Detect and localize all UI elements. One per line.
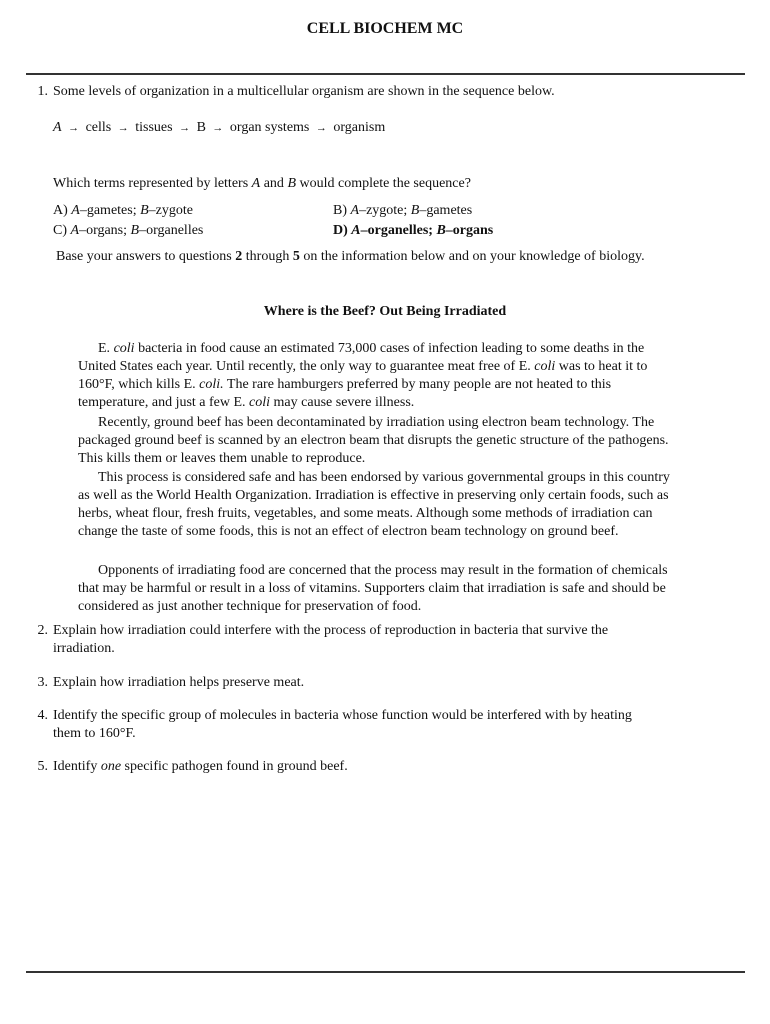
seq-organ-systems: organ systems bbox=[229, 120, 310, 135]
q5-text-end: specific pathogen found in ground beef. bbox=[124, 759, 348, 774]
intro-text: on the information below and on your knowledge of biology. bbox=[303, 249, 645, 264]
choice-label: D) bbox=[333, 223, 348, 238]
passage-title: Where is the Beef? Out Being Irradiated bbox=[263, 304, 507, 319]
seq-b: B bbox=[196, 120, 206, 135]
q4-number: 4. bbox=[37, 708, 48, 723]
arrow-icon: → bbox=[212, 122, 224, 134]
intro-number: 5 bbox=[292, 249, 300, 264]
choice-text: –zygote; bbox=[359, 203, 408, 218]
choice-text: –gametes; bbox=[79, 203, 137, 218]
choice-c[interactable] bbox=[53, 222, 203, 240]
choice-text: –organs; bbox=[79, 223, 128, 238]
q2-number: 2. bbox=[37, 623, 48, 638]
passage-paragraph-2: Recently, ground beef has been decontaminated by irradiation using electron beam technology. The packaged ground beef is scanned by an electron beam that disrupts the genetic structure of the pathogens. This kills them or leaves them unable to reproduce. bbox=[78, 415, 669, 466]
q1-text: Some levels of organization in a multicellular organism are shown in the sequence below. bbox=[53, 84, 555, 99]
q5-text bbox=[53, 758, 693, 776]
p1-text: The rare hamburgers preferred by many people are not heated to this temperature, and just a few E. bbox=[78, 377, 612, 410]
choice-a[interactable] bbox=[53, 202, 193, 220]
top-divider bbox=[26, 73, 745, 75]
q1-question-end: would complete the sequence? bbox=[299, 176, 471, 191]
p1-italic: coli. bbox=[199, 377, 224, 392]
page-title: CELL BIOCHEM MC bbox=[306, 20, 464, 37]
q1-sequence bbox=[53, 119, 385, 137]
q1-question-a: A bbox=[251, 176, 261, 191]
intro-number: 2 bbox=[235, 249, 243, 264]
passage-paragraph-1 bbox=[78, 340, 678, 412]
passage-intro bbox=[56, 248, 656, 266]
choice-letter: B bbox=[140, 203, 149, 218]
q3-text: Explain how irradiation helps preserve meat. bbox=[53, 675, 305, 690]
q1-question-and: and bbox=[263, 176, 284, 191]
q5-text-start: Identify bbox=[53, 759, 98, 774]
passage-paragraph-3: This process is considered safe and has been endorsed by various governmental groups in this country as well as the World Health Organization. Irradiation is effective in preserving only certain foods, such as herbs, wheat flour, fresh fruits, vegetables, and some meats. Although some methods of irradiation can change the taste of some foods, this is not an effect of electron beam technology on ground beef. bbox=[78, 470, 670, 539]
arrow-icon: → bbox=[68, 122, 80, 134]
seq-cells: cells bbox=[85, 120, 112, 135]
choice-letter: A bbox=[351, 223, 361, 238]
choice-letter: A bbox=[70, 223, 80, 238]
q5-italic: one bbox=[100, 759, 122, 774]
arrow-icon: → bbox=[179, 122, 191, 134]
choice-text: –organelles; bbox=[360, 223, 433, 238]
seq-tissues: tissues bbox=[135, 120, 173, 135]
choice-b[interactable] bbox=[333, 202, 472, 220]
choice-text: –zygote bbox=[148, 203, 193, 218]
p1-italic: coli bbox=[113, 341, 135, 356]
q2-text: Explain how irradiation could interfere with the process of reproduction in bacteria that survive the irradiation. bbox=[53, 623, 609, 656]
bottom-divider bbox=[26, 971, 745, 973]
q1-question bbox=[53, 175, 471, 193]
choice-letter: B bbox=[410, 203, 420, 218]
choice-label: B) bbox=[333, 203, 347, 218]
seq-organism: organism bbox=[333, 120, 386, 135]
q1-question-start: Which terms represented by letters bbox=[53, 176, 249, 191]
choice-label: C) bbox=[53, 223, 67, 238]
arrow-icon: → bbox=[315, 122, 327, 134]
choice-text: –organelles bbox=[139, 223, 204, 238]
p1-text: bacteria in food cause an estimated 73,000 cases of infection leading to some deaths in the United States each year. Until recently, the only way to guarantee meat free of E. bbox=[78, 341, 645, 374]
q4-text: Identify the specific group of molecules in bacteria whose function would be interfered with by heating them to 160°F. bbox=[53, 708, 632, 741]
intro-text: Base your answers to questions bbox=[56, 249, 232, 264]
choice-text: –gametes bbox=[419, 203, 473, 218]
choice-letter: B bbox=[436, 223, 446, 238]
choice-text: –organs bbox=[445, 223, 494, 238]
p1-text: may cause severe illness. bbox=[273, 395, 415, 410]
p1-italic: coli bbox=[534, 359, 556, 374]
choice-d[interactable] bbox=[333, 222, 493, 240]
choice-letter: A bbox=[71, 203, 80, 218]
seq-a: A bbox=[53, 120, 62, 135]
q5-number: 5. bbox=[37, 759, 48, 774]
arrow-icon: → bbox=[117, 122, 129, 134]
q1-number: 1. bbox=[37, 84, 48, 99]
q1-question-b: B bbox=[287, 176, 296, 191]
choice-letter: B bbox=[130, 223, 140, 238]
q3-number: 3. bbox=[37, 675, 48, 690]
choice-label: A) bbox=[53, 203, 68, 218]
p1-text: E. bbox=[98, 341, 111, 356]
p1-italic: coli bbox=[249, 395, 271, 410]
intro-text: through bbox=[245, 249, 290, 264]
p1-text: was to heat it to 160°F, which kills E. bbox=[78, 359, 648, 392]
passage-paragraph-4: Opponents of irradiating food are concerned that the process may result in the formation of chemicals that may be harmful or result in a loss of vitamins. Supporters claim that irradiation is safe and should be considered as just another technique for preservation of food. bbox=[78, 563, 668, 614]
choice-letter: A bbox=[350, 203, 360, 218]
